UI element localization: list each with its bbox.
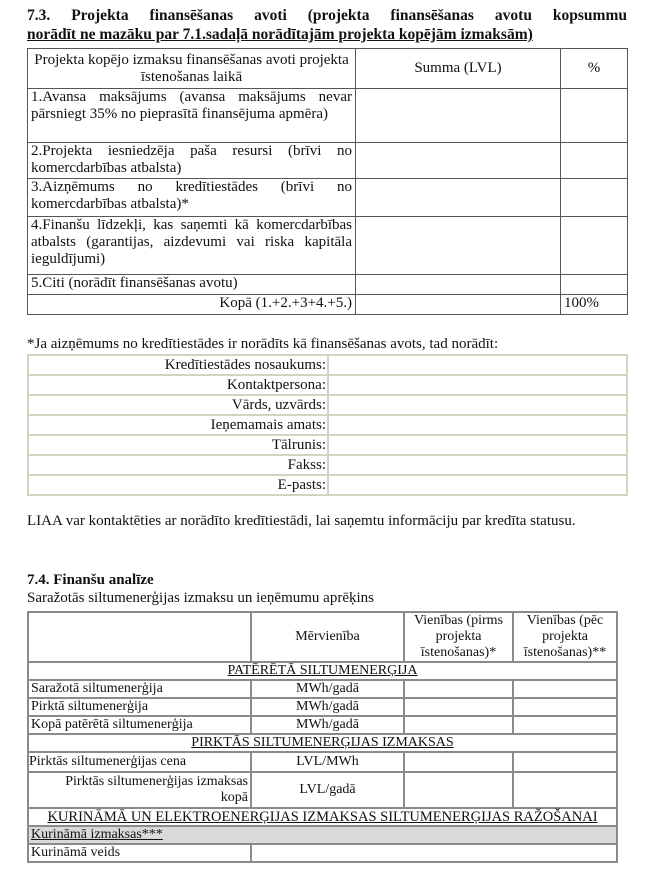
table-row xyxy=(28,89,628,143)
contact-value-field[interactable] xyxy=(328,475,627,495)
unit-cell: MWh/gadā xyxy=(251,698,404,716)
after-cell[interactable] xyxy=(513,698,617,716)
row-label: Pirktās siltumenerģijas izmaksas kopā xyxy=(28,772,251,808)
total-label: Kopā (1.+2.+3+4.+5.) xyxy=(28,295,356,315)
contact-label: Ieņemamais amats: xyxy=(28,415,328,435)
summa-cell[interactable] xyxy=(356,179,561,217)
contact-label: Kontaktpersona: xyxy=(28,375,328,395)
contact-label: E-pasts: xyxy=(28,475,328,495)
total-row xyxy=(28,295,628,315)
summa-cell[interactable] xyxy=(356,275,561,295)
contact-label: Kredītiestādes nosaukums: xyxy=(28,355,328,375)
section-title-purchased-costs: PIRKTĀS SILTUMENERĢIJAS IZMAKSAS xyxy=(191,735,454,750)
contact-row xyxy=(28,455,627,475)
row-label: Pirktā siltumenerģija xyxy=(28,698,251,716)
header-unit: Mērvienība xyxy=(251,612,404,662)
before-cell[interactable] xyxy=(404,680,513,698)
before-cell[interactable] xyxy=(404,698,513,716)
section-header-row xyxy=(28,662,617,680)
credit-institution-table xyxy=(27,354,628,496)
after-cell[interactable] xyxy=(513,752,617,772)
table-row xyxy=(28,179,628,217)
table-header-row xyxy=(28,49,628,89)
after-cell[interactable] xyxy=(513,680,617,698)
header-sources: Projekta kopējo izmaksu finansēšanas avoti projekta īstenošanas laikā xyxy=(28,49,356,89)
contact-row xyxy=(28,435,627,455)
fuel-type-field[interactable] xyxy=(251,844,617,862)
contact-value-field[interactable] xyxy=(328,435,627,455)
subsection-fuel-costs: Kurināmā izmaksas*** xyxy=(31,827,163,842)
header-percent: % xyxy=(561,49,628,89)
section-7-4-title: 7.4. Finanšu analīze xyxy=(27,572,154,588)
unit-cell: MWh/gadā xyxy=(251,716,404,734)
row-label: 4.Finanšu līdzekļi, kas saņemti kā komercdarbības atbalsts (garantijas, aizdevumi vai riska kapitāla ieguldījumi) xyxy=(28,217,356,275)
row-label: Saražotā siltumenerģija xyxy=(28,680,251,698)
after-cell[interactable] xyxy=(513,716,617,734)
funding-sources-table xyxy=(27,48,628,315)
table-row xyxy=(28,275,628,295)
contact-row xyxy=(28,415,627,435)
table-row xyxy=(28,772,617,808)
contact-value-field[interactable] xyxy=(328,455,627,475)
row-label: Kurināmā veids xyxy=(28,844,251,862)
table-row xyxy=(28,217,628,275)
section-header-row xyxy=(28,734,617,752)
summa-cell[interactable] xyxy=(356,217,561,275)
before-cell[interactable] xyxy=(404,752,513,772)
percent-cell[interactable] xyxy=(561,89,628,143)
section-title-consumed: PATĒRĒTĀ SILTUMENERĢIJA xyxy=(227,663,418,678)
liaa-note: LIAA var kontaktēties ar norādīto kredītiestādi, lai saņemtu informāciju par kredīta statusu. xyxy=(27,513,576,529)
total-percent: 100% xyxy=(561,295,628,315)
contact-row xyxy=(28,355,627,375)
contact-label: Fakss: xyxy=(28,455,328,475)
table-header-row xyxy=(28,612,617,662)
header-blank xyxy=(28,612,251,662)
heat-energy-table xyxy=(27,611,618,863)
subsection-row xyxy=(28,826,617,844)
total-summa-cell[interactable] xyxy=(356,295,561,315)
before-cell[interactable] xyxy=(404,772,513,808)
summa-cell[interactable] xyxy=(356,143,561,179)
contact-value-field[interactable] xyxy=(328,415,627,435)
unit-cell: LVL/gadā xyxy=(251,772,404,808)
contact-value-field[interactable] xyxy=(328,395,627,415)
row-label: Pirktās siltumenerģijas cena xyxy=(28,752,251,772)
percent-cell[interactable] xyxy=(561,143,628,179)
table-row xyxy=(28,752,617,772)
row-label: 3.Aizņēmums no kredītiestādes (brīvi no komercdarbības atbalsta)* xyxy=(28,179,356,217)
after-cell[interactable] xyxy=(513,772,617,808)
section-7-3-title: 7.3. Projekta finansēšanas avoti (projekta finansēšanas avotu kopsummu norādīt ne mazāku par 7.1.sadaļā norādītajām projekta kopējām izmaksām) xyxy=(27,7,627,43)
table-row xyxy=(28,680,617,698)
row-label: 2.Projekta iesniedzēja paša resursi (brīvi no komercdarbības atbalsta) xyxy=(28,143,356,179)
unit-cell: LVL/MWh xyxy=(251,752,404,772)
contact-row xyxy=(28,395,627,415)
row-label: 5.Citi (norādīt finansēšanas avotu) xyxy=(28,275,356,295)
contact-label: Vārds, uzvārds: xyxy=(28,395,328,415)
row-label: Kopā patērētā siltumenerģija xyxy=(28,716,251,734)
contact-row xyxy=(28,475,627,495)
table-row xyxy=(28,844,617,862)
header-after: Vienības (pēc projekta īstenošanas)** xyxy=(513,612,617,662)
table-row xyxy=(28,143,628,179)
header-summa: Summa (LVL) xyxy=(356,49,561,89)
unit-cell: MWh/gadā xyxy=(251,680,404,698)
section-7-3-title-line2: norādīt ne mazāku par 7.1.sadaļā norādītajām projekta kopējām izmaksām) xyxy=(27,26,533,43)
header-before: Vienības (pirms projekta īstenošanas)* xyxy=(404,612,513,662)
section-7-4-subtitle: Saražotās siltumenerģijas izmaksu un ieņēmumu aprēķins xyxy=(27,590,374,606)
credit-footnote: *Ja aizņēmums no kredītiestādes ir norādīts kā finansēšanas avots, tad norādīt: xyxy=(27,336,499,352)
summa-cell[interactable] xyxy=(356,89,561,143)
percent-cell[interactable] xyxy=(561,179,628,217)
section-header-row xyxy=(28,808,617,826)
row-label: 1.Avansa maksājums (avansa maksājums nevar pārsniegt 35% no pieprasītā finansējuma apmēra) xyxy=(28,89,356,143)
percent-cell[interactable] xyxy=(561,275,628,295)
table-row xyxy=(28,698,617,716)
before-cell[interactable] xyxy=(404,716,513,734)
contact-label: Tālrunis: xyxy=(28,435,328,455)
contact-row xyxy=(28,375,627,395)
contact-value-field[interactable] xyxy=(328,375,627,395)
table-row xyxy=(28,716,617,734)
percent-cell[interactable] xyxy=(561,217,628,275)
section-title-fuel-costs: KURINĀMĀ UN ELEKTROENERĢIJAS IZMAKSAS SILTUMENERĢIJAS RAŽOŠANAI xyxy=(47,809,598,825)
contact-value-field[interactable] xyxy=(328,355,627,375)
